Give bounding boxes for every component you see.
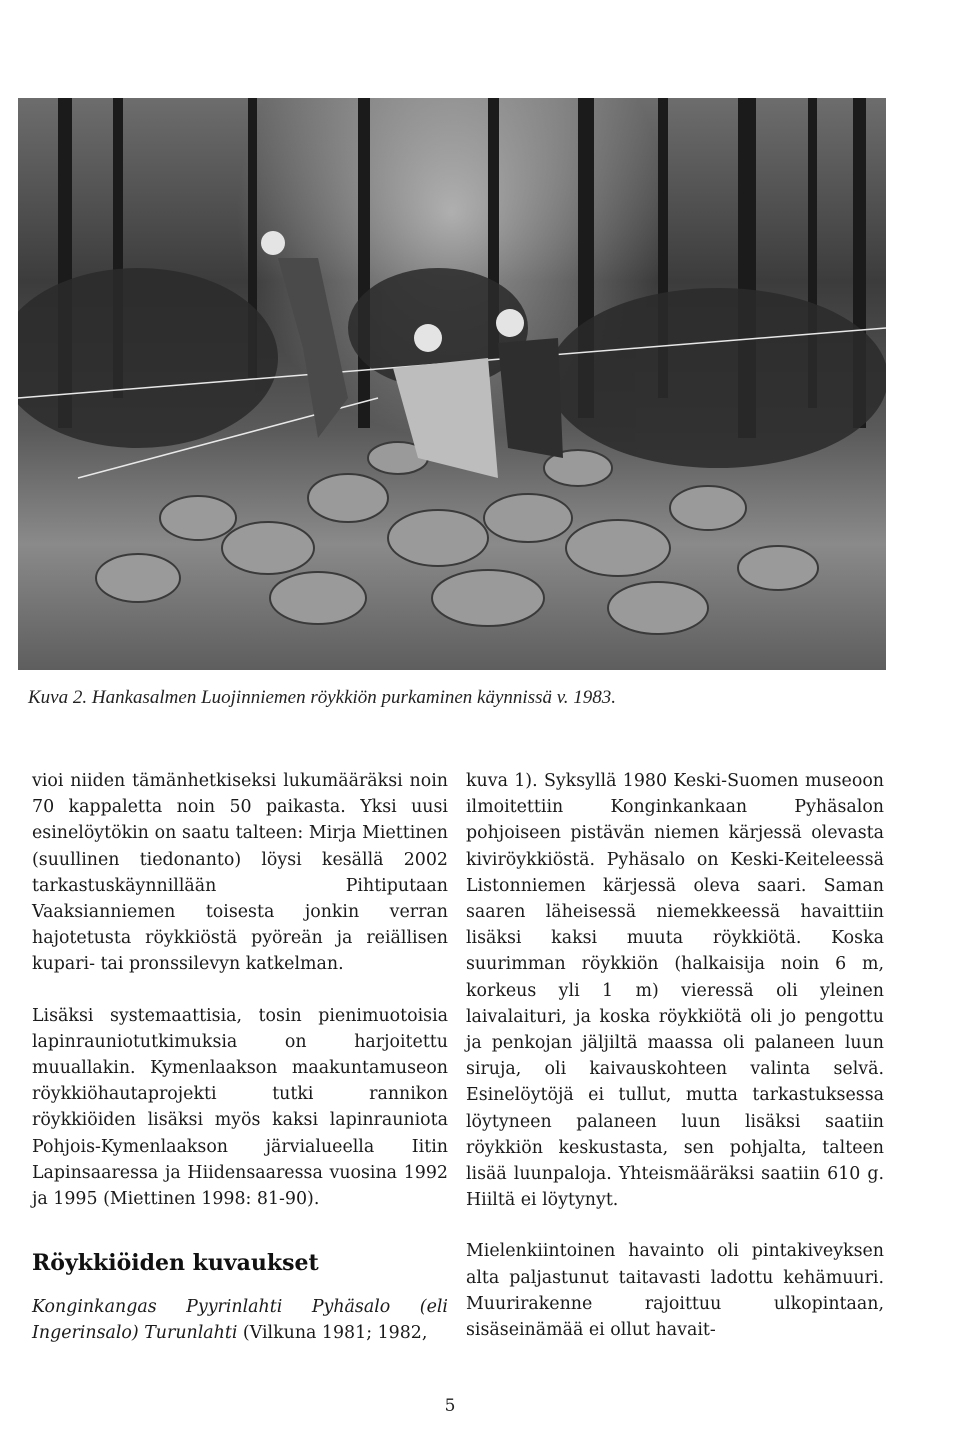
site-reference: (Vilkuna 1981; 1982,: [237, 1323, 428, 1344]
section-heading: Röykkiöiden kuvaukset: [32, 1250, 319, 1277]
right-paragraph-1: kuva 1). Syksyllä 1980 Keski-Suomen museoon ilmoitettiin Konginkankaan Pyhäsalon pohjoiseen pistävän niemen kärjessä olevasta kiviröykkiöstä. Pyhäsalo on Keski-Keiteleessä Listonniemen kärjessä oleva saari. Saman saaren läheisessä niemekkeessä havaittiin lisäksi kaksi muuta röykkiötä. Koska suurimman röykkiön (halkaisija noin 6 m, korkeus yli 1 m) vieressä oli yleinen laivalaituri, ja koska röykkiötä oli jo pengottu ja penkojan jäljiltä maassa oli palaneen luun siruja, oli kaivauskohteen valinta selvä. Esinelöytöjä ei tullut, mutta tarkastuksessa löytyneen palaneen luun lisäksi saatiin röykkiön keskustasta, sen pohjalta, talteen lisää luunpaloja. Yhteismääräksi saatiin 610 g. Hiiltä ei löytynyt.: [466, 771, 884, 1211]
right-paragraph-2: Mielenkiintoinen havainto oli pintakiveyksen alta paljastunut taitavasti ladottu kehämuuri. Muurirakenne rajoittuu ulkopintaan, sisäseinämää ei ollut havait-: [466, 1241, 884, 1341]
page-number: 5: [444, 1396, 456, 1416]
figure-caption: Kuva 2. Hankasalmen Luojinniemen röykkiön purkaminen käynnissä v. 1983.: [28, 687, 617, 708]
left-column: [32, 768, 448, 1372]
photo-illustration: [18, 98, 886, 670]
right-column: [466, 768, 884, 1368]
left-paragraph-1: vioi niiden tämänhetkiseksi lukumääräksi noin 70 kappaletta noin 50 paikasta. Yksi uusi esinelöytökin on saatu talteen: Mirja Miettinen (suullinen tiedonanto) löysi kesällä 2002 tarkastuskäynnillään Pihtiputaan Vaaksianniemen toisesta jonkin verran hajotetusta röykkiöstä pyöreän ja reiällisen kupari- tai pronssilevyn katkelman.: [32, 771, 448, 975]
site-title: Konginkangas Pyyrinlahti Pyhäsalo (eli Ingerinsalo) Turunlahti: [32, 1297, 448, 1344]
excavation-photo: [18, 98, 886, 670]
left-paragraph-2: Lisäksi systemaattisia, tosin pienimuotoisia lapinrauniotutkimuksia on harjoitettu muuallakin. Kymenlaakson maakuntamuseon röykkiöhautaprojekti tutki rannikon röykkiöiden lisäksi myös kaksi lapinrauniota Pohjois-Kymenlaakson järvialueella Iitin Lapinsaaressa ja Hiidensaaressa vuosina 1992 ja 1995 (Miettinen 1998: 81-90).: [32, 1005, 448, 1210]
left-paragraph-3: [32, 1294, 448, 1346]
